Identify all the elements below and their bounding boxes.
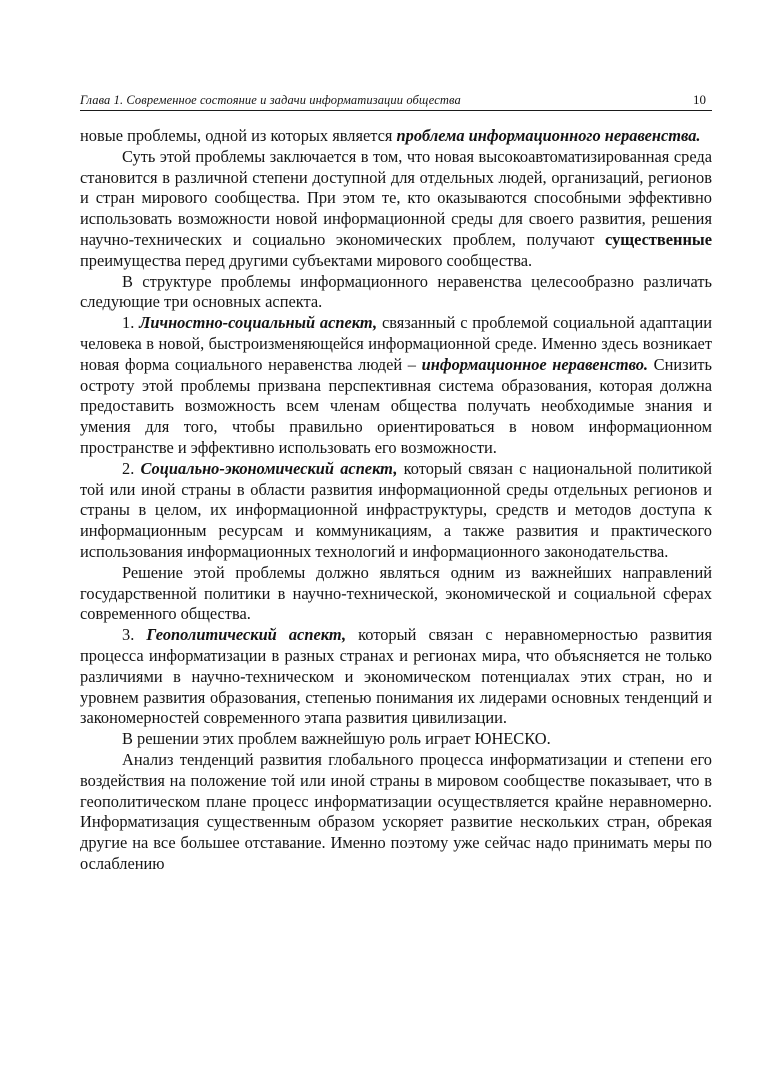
text-run: Снизить остроту этой проблемы призвана перспективная система образования, которая должна предоставить возможность всем членам общества получать необходимые знания и умения для того, чтобы правильно ориентироваться в новом информационном пространстве и эффективно использовать его возможности. — [80, 354, 712, 457]
running-header — [80, 86, 712, 111]
text-run: преимущества перед другими субъектами мирового сообщества. — [80, 250, 533, 270]
emphasis-term: информационное неравенство. — [421, 354, 648, 374]
text-run: новые проблемы, одной из которых является — [80, 126, 397, 145]
text-run: Суть этой проблемы заключается в том, что новая высокоавтоматизированная среда становится в различной степени доступной для отдельных людей, организаций, регионов и стран мирового сообщества. При этом те, кто оказываются способными эффективно использовать возможности новой информационной среды для своего развития, решения научно-технических и социально экономических проблем, получают — [80, 146, 712, 249]
paragraph-4 — [80, 313, 712, 459]
paragraph-2 — [80, 147, 712, 272]
text-run: Анализ тенденций развития глобального процесса информатизации и степени его воздействия на положение той или иной страны в мировом сообществе показывает, что в геополитическом плане процесс информатизации осуществляется крайне неравномерно. Информатизация существенным образом ускоряет развитие нескольких стран, обрекая другие на все большее отставание. Именно поэтому уже сейчас надо принимать меры по ослаблению — [80, 749, 712, 873]
page-number: 10 — [693, 92, 706, 107]
list-number: 3. — [122, 625, 147, 645]
paragraph-7 — [80, 625, 712, 729]
emphasis-term: Геополитический аспект, — [146, 625, 347, 645]
chapter-title: Глава 1. Современное состояние и задачи информатизации общества — [80, 93, 461, 107]
paragraph-6 — [80, 563, 712, 625]
bold-term: существенные — [605, 229, 712, 249]
text-run: связанный с проблемой социальной адаптации человека в новой, быстроизменяющейся информационной среде. Именно здесь возникает новая форма социального неравенства людей – — [80, 313, 713, 374]
paragraph-3 — [80, 272, 712, 314]
paragraph-8 — [80, 729, 712, 750]
emphasis-term: Социально-экономический аспект, — [140, 458, 398, 478]
paragraph-5 — [80, 459, 712, 563]
text-run: В структуре проблемы информационного неравенства целесообразно различать следующие три основных аспекта. — [80, 271, 712, 312]
text-run: который связан с национальной политикой той или иной страны в области развития информационной среды отдельных регионов и страны в целом, их информационной инфраструктуры, средств и методов доступа к информационным ресурсам и коммуникациям, а также развития и практического использования информационных технологий и информационного законодательства. — [80, 458, 712, 561]
emphasis-term: Личностно-социальный аспект, — [139, 313, 378, 333]
text-run: Решение этой проблемы должно являться одним из важнейших направлений государственной политики в научно-технической, экономической и социальной сферах современного общества. — [80, 562, 712, 624]
paragraph-1 — [80, 126, 712, 147]
list-number: 1. — [122, 313, 140, 333]
emphasis-term: проблема информационного неравенства. — [396, 126, 701, 145]
text-run: В решении этих проблем важнейшую роль играет ЮНЕСКО. — [122, 729, 551, 749]
body-text — [80, 126, 712, 875]
paragraph-9 — [80, 750, 712, 875]
text-run: который связан с неравномерностью развития процесса информатизации в разных странах и регионах мира, что объясняется не только различиями в научно-техническом и экономическом потенциалах этих стран, но и уровнем развития образования, степенью понимания их лидерами основных тенденций и закономерностей современного этапа развития цивилизации. — [80, 625, 712, 728]
list-number: 2. — [122, 458, 141, 478]
